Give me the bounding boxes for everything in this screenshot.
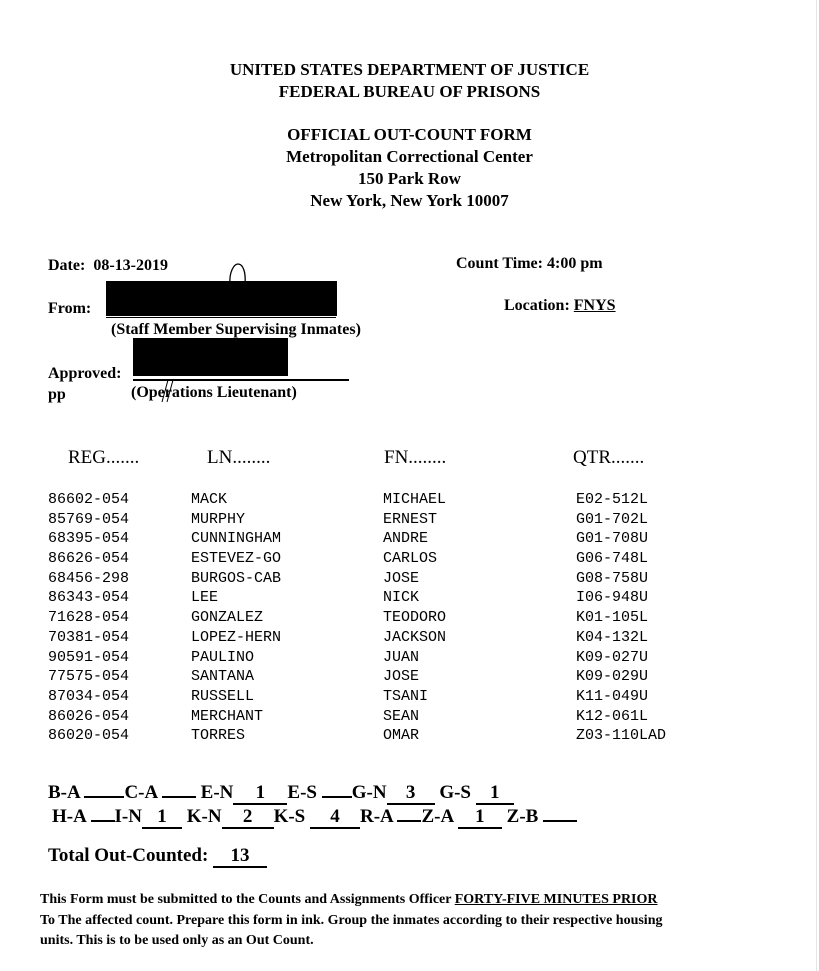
bureau-name: FEDERAL BUREAU OF PRISONS — [278, 82, 541, 101]
unit-value-gs: 1 — [476, 783, 514, 805]
table-row — [48, 510, 748, 530]
unit-value-ca — [162, 776, 196, 798]
reg-cell: 68456-298 — [48, 569, 130, 587]
instructions-line-2: To The affected count. Prepare this form in ink. Group the inmates according to their respective housing — [40, 912, 663, 928]
table-row — [48, 667, 748, 687]
table-row — [48, 726, 748, 746]
unit-label-en: E-N — [200, 782, 234, 803]
last-name-cell: GONZALEZ — [191, 609, 264, 627]
last-name-cell: SANTANA — [191, 668, 255, 686]
count-time-value: 4:00 pm — [546, 255, 603, 272]
last-name-cell: BURGOS-CAB — [191, 569, 282, 587]
instructions-line-3: units. This is to be used only as an Out Count. — [40, 933, 314, 948]
unit-label-zb: Z-B — [506, 806, 539, 827]
table-row — [48, 529, 748, 549]
date-value: 08-13-2019 — [93, 257, 168, 274]
first-name-cell: TEODORO — [383, 609, 447, 627]
unit-value-es — [322, 776, 352, 798]
table-row — [48, 608, 748, 628]
table-row — [48, 687, 748, 707]
unit-value-ra — [397, 800, 421, 822]
location-label: Location: — [504, 297, 570, 314]
reg-cell: 70381-054 — [48, 628, 130, 646]
table-row — [48, 707, 748, 727]
unit-counts-line-2 — [52, 800, 577, 829]
staff-caption: (Staff Member Supervising Inmates) — [111, 321, 361, 338]
unit-label-ha: H-A — [52, 806, 86, 827]
unit-label-ra: R-A — [360, 806, 393, 827]
first-name-cell: CARLOS — [383, 550, 438, 568]
reg-cell: 86602-054 — [48, 491, 130, 508]
count-time-field — [456, 255, 603, 273]
first-name-cell: NICK — [383, 589, 420, 607]
last-name-cell: TORRES — [191, 727, 246, 745]
from-label: From: — [48, 300, 92, 317]
lieutenant-caption: (Operations Lieutenant) — [131, 384, 297, 401]
facility-name: Metropolitan Correctional Center — [286, 147, 533, 166]
unit-label-gs: G-S — [439, 782, 471, 803]
from-signature-line — [106, 317, 336, 318]
redacted-staff-name — [106, 281, 337, 316]
unit-value-kn: 2 — [222, 807, 274, 829]
unit-label-za: Z-A — [421, 806, 454, 827]
handwritten-stroke-icon — [158, 378, 176, 404]
quarters-cell: K01-105L — [576, 609, 649, 627]
quarters-cell: E02-512L — [576, 491, 649, 508]
reg-cell: 86626-054 — [48, 550, 130, 568]
date-field — [48, 257, 168, 275]
unit-value-ks: 4 — [310, 807, 360, 829]
last-name-cell: CUNNINGHAM — [191, 530, 282, 548]
redacted-approver-name — [133, 338, 288, 376]
quarters-cell: G06-748L — [576, 550, 649, 568]
reg-cell: 87034-054 — [48, 687, 130, 705]
unit-value-ha — [91, 800, 115, 822]
column-header-fn: FN........ — [384, 447, 447, 468]
unit-label-kn: K-N — [186, 806, 222, 827]
quarters-cell: K04-132L — [576, 628, 649, 646]
last-name-cell: MERCHANT — [191, 707, 264, 725]
first-name-cell: JUAN — [383, 648, 420, 666]
unit-value-in: 1 — [142, 807, 182, 829]
first-name-cell: TSANI — [383, 687, 429, 705]
last-name-cell: LOPEZ-HERN — [191, 628, 282, 646]
quarters-cell: Z03-110LAD — [576, 727, 667, 745]
unit-value-gn: 3 — [387, 783, 435, 805]
last-name-cell: RUSSELL — [191, 687, 255, 705]
instructions-line-1 — [40, 890, 780, 911]
table-row — [48, 490, 748, 510]
quarters-cell: K09-029U — [576, 668, 649, 686]
reg-cell: 86343-054 — [48, 589, 130, 607]
unit-label-gn: G-N — [351, 782, 387, 803]
unit-value-zb — [543, 800, 577, 822]
first-name-cell: ANDRE — [383, 530, 429, 548]
first-name-cell: JOSE — [383, 569, 420, 587]
last-name-cell: MURPHY — [191, 510, 246, 528]
page-edge-shadow — [816, 0, 817, 971]
reg-cell: 86020-054 — [48, 727, 130, 745]
quarters-cell: K11-049U — [576, 687, 649, 705]
last-name-cell: PAULINO — [191, 648, 255, 666]
reg-cell: 85769-054 — [48, 510, 130, 528]
table-row — [48, 569, 748, 589]
column-header-reg: REG....... — [68, 447, 140, 468]
instructions-line-1-text: This Form must be submitted to the Counts and Assignments Officer — [40, 892, 455, 907]
total-out-counted — [48, 845, 267, 868]
form-instructions — [40, 890, 780, 952]
count-time-label: Count Time: — [456, 255, 543, 272]
first-name-cell: JOSE — [383, 668, 420, 686]
location-value: FNYS — [573, 297, 616, 314]
total-label: Total Out-Counted: — [48, 845, 209, 866]
reg-cell: 77575-054 — [48, 668, 130, 686]
reg-cell: 68395-054 — [48, 530, 130, 548]
agency-name: UNITED STATES DEPARTMENT OF JUSTICE — [229, 60, 590, 79]
first-name-cell: SEAN — [383, 707, 420, 725]
quarters-cell: G08-758U — [576, 569, 649, 587]
form-title: OFFICIAL OUT-COUNT FORM — [287, 125, 532, 144]
first-name-cell: OMAR — [383, 727, 420, 745]
quarters-cell: K12-061L — [576, 707, 649, 725]
unit-label-ba: B-A — [48, 782, 80, 803]
reg-cell: 86026-054 — [48, 707, 130, 725]
last-name-cell: MACK — [191, 491, 228, 508]
instructions-deadline: FORTY-FIVE MINUTES PRIOR — [454, 892, 658, 907]
first-name-cell: ERNEST — [383, 510, 438, 528]
quarters-cell: K09-027U — [576, 648, 649, 666]
unit-label-es: E-S — [287, 782, 317, 803]
unit-value-en: 1 — [233, 783, 287, 805]
last-name-cell: ESTEVEZ-GO — [191, 550, 282, 568]
facility-city: New York, New York 10007 — [310, 191, 509, 210]
table-row — [48, 588, 748, 608]
first-name-cell: JACKSON — [383, 628, 447, 646]
total-value: 13 — [213, 846, 267, 868]
location-field — [504, 297, 616, 315]
reg-cell: 71628-054 — [48, 609, 130, 627]
approved-label: Approved: — [48, 365, 122, 382]
date-label: Date: — [48, 257, 86, 274]
table-row — [48, 549, 748, 569]
reg-cell: 90591-054 — [48, 648, 130, 666]
column-header-qtr: QTR....... — [573, 447, 645, 468]
quarters-cell: I06-948U — [576, 589, 649, 607]
unit-label-ks: K-S — [273, 806, 306, 827]
unit-label-ca: C-A — [124, 782, 158, 803]
unit-label-in: I-N — [114, 806, 142, 827]
table-row — [48, 628, 748, 648]
inmate-table — [48, 490, 748, 746]
first-name-cell: MICHAEL — [383, 491, 447, 508]
pp-label: pp — [48, 386, 66, 403]
table-row — [48, 648, 748, 668]
quarters-cell: G01-708U — [576, 530, 649, 548]
column-header-ln: LN........ — [207, 447, 271, 468]
facility-street: 150 Park Row — [358, 169, 461, 188]
last-name-cell: LEE — [191, 589, 219, 607]
quarters-cell: G01-702L — [576, 510, 649, 528]
unit-value-ba — [84, 776, 124, 798]
unit-value-za: 1 — [458, 807, 502, 829]
